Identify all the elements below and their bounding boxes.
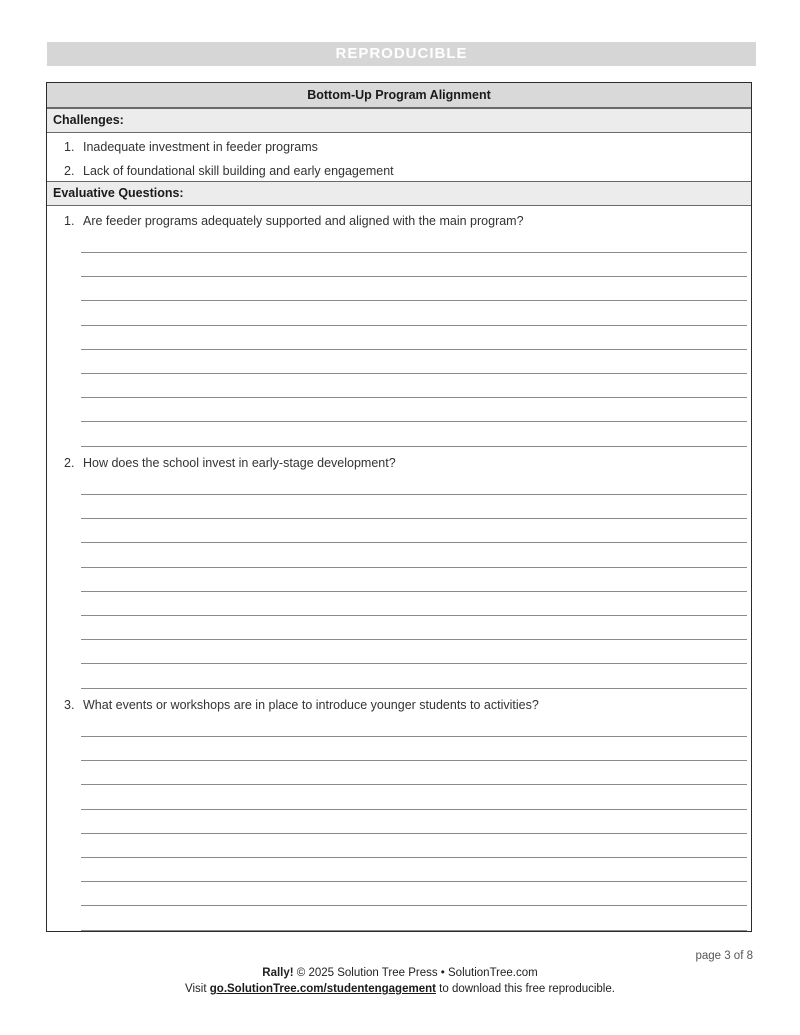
answer-line[interactable] bbox=[81, 567, 747, 568]
worksheet-title: Bottom-Up Program Alignment bbox=[47, 83, 751, 108]
visit-suffix: to download this free reproducible. bbox=[439, 983, 615, 995]
answer-line[interactable] bbox=[81, 325, 747, 326]
answer-line[interactable] bbox=[81, 688, 747, 689]
answer-line[interactable] bbox=[81, 833, 747, 834]
footer-visit-line bbox=[0, 983, 800, 995]
answer-line[interactable] bbox=[81, 518, 747, 519]
challenge-text: Inadequate investment in feeder programs bbox=[83, 140, 318, 154]
answer-line[interactable] bbox=[81, 494, 747, 495]
question-item bbox=[64, 213, 524, 229]
answer-line[interactable] bbox=[81, 881, 747, 882]
reproducible-banner bbox=[47, 42, 756, 66]
answer-line[interactable] bbox=[81, 784, 747, 785]
answer-line[interactable] bbox=[81, 542, 747, 543]
question-number: 1. bbox=[64, 214, 75, 228]
question-item bbox=[64, 697, 539, 713]
copyright-text: © 2025 Solution Tree Press • SolutionTree.com bbox=[296, 967, 538, 979]
answer-line[interactable] bbox=[81, 373, 747, 374]
question-text: Are feeder programs adequately supported and aligned with the main program? bbox=[83, 214, 524, 228]
reproducible-link[interactable]: go.SolutionTree.com/studentengagement bbox=[209, 983, 436, 995]
challenge-number: 2. bbox=[64, 164, 75, 178]
challenge-item bbox=[64, 163, 394, 179]
answer-line[interactable] bbox=[81, 446, 747, 447]
answer-line[interactable] bbox=[81, 397, 747, 398]
answer-line[interactable] bbox=[81, 591, 747, 592]
answer-line[interactable] bbox=[81, 349, 747, 350]
answer-line[interactable] bbox=[81, 930, 747, 931]
answer-line[interactable] bbox=[81, 809, 747, 810]
answer-line[interactable] bbox=[81, 857, 747, 858]
question-number: 2. bbox=[64, 456, 75, 470]
page-number: page 3 of 8 bbox=[695, 950, 753, 962]
answer-line[interactable] bbox=[81, 615, 747, 616]
answer-line[interactable] bbox=[81, 300, 747, 301]
answer-line[interactable] bbox=[81, 736, 747, 737]
answer-line[interactable] bbox=[81, 252, 747, 253]
question-text: What events or workshops are in place to introduce younger students to activities? bbox=[83, 698, 539, 712]
evaluative-questions-heading: Evaluative Questions: bbox=[47, 181, 751, 206]
answer-line[interactable] bbox=[81, 760, 747, 761]
question-item bbox=[64, 455, 396, 471]
challenge-text: Lack of foundational skill building and early engagement bbox=[83, 164, 394, 178]
question-text: How does the school invest in early-stage development? bbox=[83, 456, 396, 470]
visit-prefix: Visit bbox=[185, 983, 207, 995]
footer-copyright-line bbox=[0, 967, 800, 979]
answer-line[interactable] bbox=[81, 663, 747, 664]
challenge-number: 1. bbox=[64, 140, 75, 154]
answer-line[interactable] bbox=[81, 276, 747, 277]
answer-line[interactable] bbox=[81, 639, 747, 640]
answer-line[interactable] bbox=[81, 905, 747, 906]
question-number: 3. bbox=[64, 698, 75, 712]
answer-line[interactable] bbox=[81, 421, 747, 422]
worksheet-table bbox=[46, 82, 752, 932]
challenges-heading: Challenges: bbox=[47, 108, 751, 133]
banner-label: REPRODUCIBLE bbox=[335, 45, 468, 62]
challenge-item bbox=[64, 139, 318, 155]
book-title: Rally! bbox=[262, 967, 294, 979]
